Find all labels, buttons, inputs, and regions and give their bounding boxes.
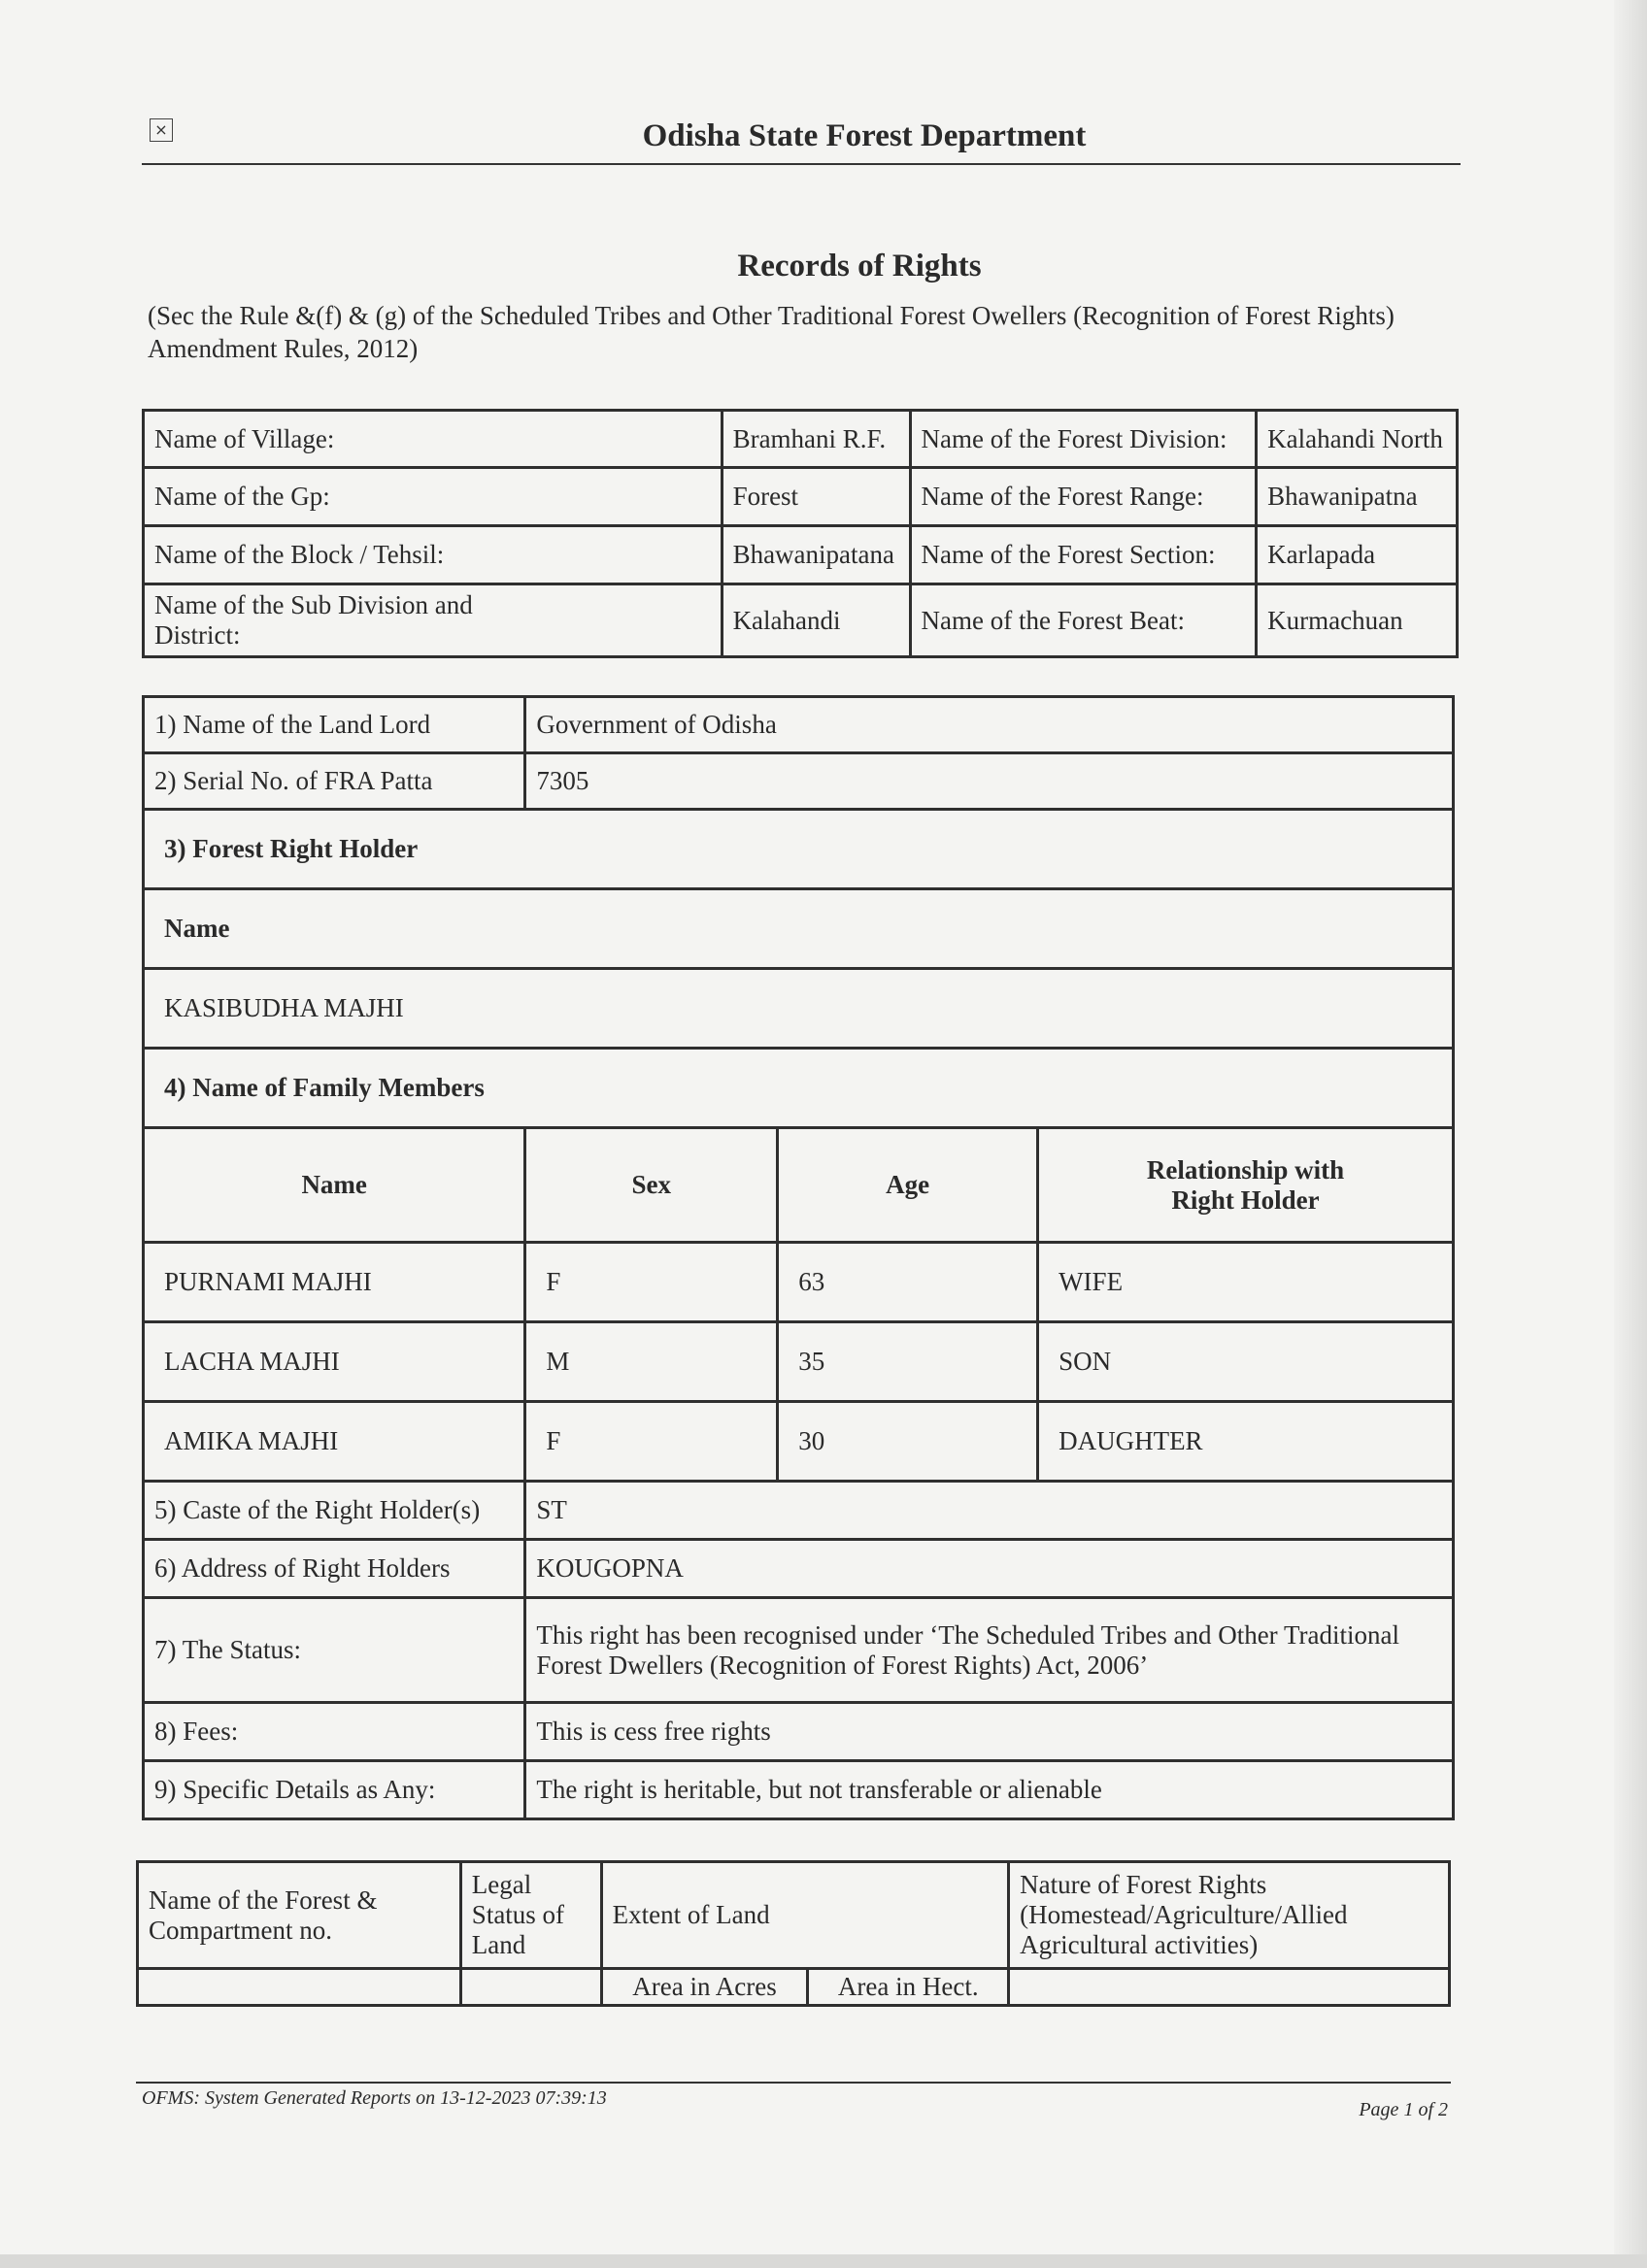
right-holder-name-heading: Name [144, 889, 1454, 969]
table-row [144, 1243, 1454, 1322]
member-relationship: WIFE [1038, 1243, 1454, 1322]
member-name: AMIKA MAJHI [144, 1402, 525, 1482]
forest-section-label: Name of the Forest Section: [910, 526, 1257, 584]
rights-table [142, 695, 1455, 1820]
subdivision-label [144, 584, 723, 657]
table-row [144, 969, 1454, 1049]
legal-status-header [460, 1862, 601, 1969]
forest-compartment-header-text: Name of the Forest & Compartment no. [149, 1884, 378, 1945]
document-subtitle: (Sec the Rule &(f) & (g) of the Scheduled Tribes and Other Traditional Forest Owellers (Recognition of Forest Rights) Amendment Rules, 2012) [148, 301, 1395, 363]
family-header-relationship-text: Relationship with Right Holder [1146, 1154, 1345, 1215]
nature-value [1009, 1969, 1450, 2006]
table-row [144, 1322, 1454, 1402]
address-value: KOUGOPNA [525, 1540, 1454, 1598]
footer-generated: OFMS: System Generated Reports on 13-12-2023 07:39:13 [142, 2087, 607, 2109]
block-value: Bhawanipatana [722, 526, 910, 584]
land-lord-label: 1) Name of the Land Lord [144, 697, 525, 753]
serial-no-label: 2) Serial No. of FRA Patta [144, 753, 525, 810]
details-value: The right is heritable, but not transferable or alienable [525, 1761, 1454, 1819]
member-name: LACHA MAJHI [144, 1322, 525, 1402]
member-relationship: DAUGHTER [1038, 1402, 1454, 1482]
member-age: 63 [778, 1243, 1038, 1322]
fees-label: 8) Fees: [144, 1703, 525, 1761]
member-age: 35 [778, 1322, 1038, 1402]
table-row [144, 753, 1454, 810]
member-age: 30 [778, 1402, 1038, 1482]
table-row [144, 1598, 1454, 1703]
member-sex: M [525, 1322, 778, 1402]
page-header [142, 113, 1461, 165]
forest-range-value: Bhawanipatna [1257, 468, 1458, 526]
status-label: 7) The Status: [144, 1598, 525, 1703]
area-acres-header: Area in Acres [601, 1969, 808, 2006]
right-holder-name: KASIBUDHA MAJHI [144, 969, 1454, 1049]
land-lord-value: Government of Odisha [525, 697, 1454, 753]
table-row [138, 1969, 1450, 2006]
family-header-age: Age [778, 1128, 1038, 1243]
table-row [144, 1402, 1454, 1482]
department-title: Odisha State Forest Department [642, 118, 1087, 153]
forest-compartment-header [138, 1862, 461, 1969]
address-label: 6) Address of Right Holders [144, 1540, 525, 1598]
scan-edge [1614, 0, 1647, 2268]
member-sex: F [525, 1243, 778, 1322]
legal-status-header-text: Legal Status of Land [471, 1870, 565, 1959]
village-label: Name of Village: [144, 411, 723, 468]
forest-compartment-value [138, 1969, 461, 2006]
forest-division-value: Kalahandi North [1257, 411, 1458, 468]
village-value: Bramhani R.F. [722, 411, 910, 468]
table-row [144, 1540, 1454, 1598]
table-row [144, 889, 1454, 969]
document-title: Records of Rights [737, 249, 982, 284]
status-line-1: This right has been recognised under ‘The Scheduled Tribes and Other Traditional [536, 1619, 1399, 1650]
table-row [144, 584, 1458, 657]
land-table [136, 1860, 1451, 2007]
subdivision-value: Kalahandi [722, 584, 910, 657]
member-sex: F [525, 1402, 778, 1482]
subdivision-label-text: Name of the Sub Division and District: [154, 590, 473, 650]
table-row [144, 468, 1458, 526]
serial-no-value: 7305 [525, 753, 1454, 810]
table-row [138, 1862, 1450, 1969]
table-row [144, 1761, 1454, 1819]
family-header-sex: Sex [525, 1128, 778, 1243]
forest-beat-value: Kurmachuan [1257, 584, 1458, 657]
forest-range-label: Name of the Forest Range: [910, 468, 1257, 526]
forest-beat-label: Name of the Forest Beat: [910, 584, 1257, 657]
footer-divider [136, 2082, 1451, 2084]
nature-header-text: Nature of Forest Rights (Homestead/Agriculture/Allied Agricultural activities) [1020, 1870, 1348, 1959]
table-row [144, 1482, 1454, 1540]
caste-value: ST [525, 1482, 1454, 1540]
legal-status-value [460, 1969, 601, 2006]
table-row [144, 1049, 1454, 1128]
caste-label: 5) Caste of the Right Holder(s) [144, 1482, 525, 1540]
table-row [144, 1128, 1454, 1243]
table-row [144, 411, 1458, 468]
table-row [144, 526, 1458, 584]
extent-header: Extent of Land [601, 1862, 1008, 1969]
fees-value: This is cess free rights [525, 1703, 1454, 1761]
status-line-2: Forest Dwellers (Recognition of Forest Rights) Act, 2006’ [536, 1650, 1149, 1680]
table-row [144, 810, 1454, 889]
family-header-relationship [1038, 1128, 1454, 1243]
footer-page-number: Page 1 of 2 [1359, 2099, 1448, 2120]
gp-label: Name of the Gp: [144, 468, 723, 526]
forest-division-label: Name of the Forest Division: [910, 411, 1257, 468]
right-holder-heading: 3) Forest Right Holder [144, 810, 1454, 889]
details-label: 9) Specific Details as Any: [144, 1761, 525, 1819]
member-relationship: SON [1038, 1322, 1454, 1402]
broken-image-icon: × [150, 118, 173, 142]
nature-header [1009, 1862, 1450, 1969]
table-row [144, 1703, 1454, 1761]
family-header-name: Name [144, 1128, 525, 1243]
location-table [142, 409, 1459, 658]
family-heading: 4) Name of Family Members [144, 1049, 1454, 1128]
gp-value: Forest [722, 468, 910, 526]
forest-section-value: Karlapada [1257, 526, 1458, 584]
scan-bottom-edge [0, 2254, 1647, 2268]
block-label: Name of the Block / Tehsil: [144, 526, 723, 584]
status-value [525, 1598, 1454, 1703]
area-hect-header: Area in Hect. [808, 1969, 1009, 2006]
member-name: PURNAMI MAJHI [144, 1243, 525, 1322]
table-row [144, 697, 1454, 753]
